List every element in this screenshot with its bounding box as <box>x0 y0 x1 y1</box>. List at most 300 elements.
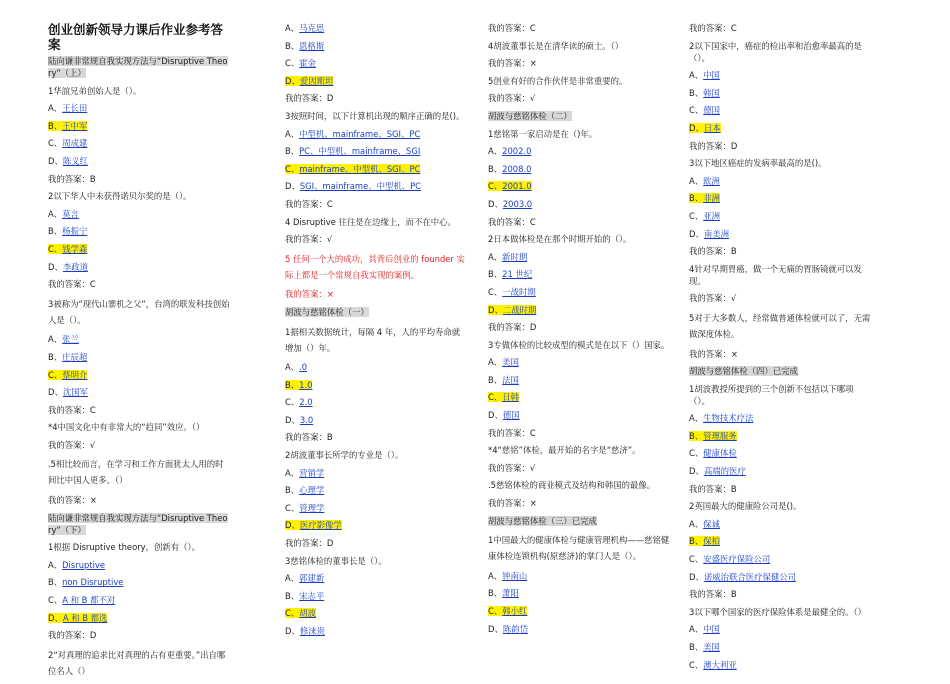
option-body <box>285 146 420 156</box>
my-answer <box>48 629 230 641</box>
correct-option-highlight <box>285 76 333 86</box>
answer-option <box>488 623 670 635</box>
correct-option-highlight <box>689 193 720 203</box>
option-link[interactable]: 王长田 <box>62 103 88 114</box>
option-link[interactable]: 欧洲 <box>703 175 720 186</box>
option-letter: C、 <box>285 608 300 619</box>
answer-option <box>285 40 467 52</box>
answer-option <box>488 163 670 175</box>
option-link[interactable]: 杨振宁 <box>62 226 88 237</box>
option-body <box>48 577 123 587</box>
option-letter: D、 <box>689 571 704 582</box>
my-answer-text: 我的答案：B <box>689 483 737 494</box>
option-link[interactable]: mainframe、中型机、SGI、PC <box>299 163 421 174</box>
option-body <box>48 262 88 272</box>
option-body <box>48 387 88 397</box>
question-text <box>285 324 467 356</box>
answer-option <box>285 22 467 34</box>
answer-option <box>689 571 871 583</box>
question-text <box>689 383 871 407</box>
correct-option-highlight <box>285 608 316 618</box>
option-link[interactable]: SGI、mainframe、中型机、PC <box>299 181 422 192</box>
option-body <box>48 595 115 605</box>
my-answer-text: 我的答案：D <box>285 538 334 549</box>
option-body <box>689 448 737 458</box>
answer-option <box>285 519 467 531</box>
option-link[interactable]: 陈韵岱 <box>502 623 528 634</box>
option-letter: C、 <box>689 105 704 116</box>
question-text <box>689 157 871 169</box>
answer-option <box>689 104 871 116</box>
option-letter: C、 <box>689 659 704 670</box>
question-text <box>689 310 871 342</box>
option-body <box>689 176 720 186</box>
correct-option-highlight <box>488 305 536 315</box>
option-link[interactable]: 管理学 <box>299 502 325 513</box>
answer-option <box>285 128 467 140</box>
my-answer <box>488 462 670 474</box>
option-link[interactable]: 钱学森 <box>62 243 88 254</box>
option-letter: A、 <box>488 357 503 368</box>
my-answer-text: 我的答案：D <box>689 140 738 151</box>
option-body <box>285 58 316 68</box>
option-letter: D、 <box>48 612 63 623</box>
section-header-text: 陆向谦非常规自我实现方法与“Disruptive Theory”（下） <box>48 512 228 535</box>
answer-option <box>689 122 871 134</box>
option-link[interactable]: 诺威治联合医疗保健公司 <box>703 571 796 582</box>
option-link[interactable]: 恩格斯 <box>299 40 325 51</box>
answer-option <box>488 286 670 298</box>
my-answer <box>285 233 467 245</box>
question-text <box>48 421 230 433</box>
option-letter: B、 <box>689 642 704 652</box>
my-answer-text: 我的答案：√ <box>488 462 536 473</box>
answer-option <box>48 155 230 167</box>
option-body <box>689 466 746 476</box>
my-answer <box>48 494 230 506</box>
question-text <box>488 128 670 140</box>
answer-option <box>285 75 467 87</box>
answer-option <box>285 467 467 479</box>
option-link[interactable]: 钟南山 <box>502 570 528 581</box>
option-body <box>689 413 753 423</box>
answer-option <box>285 361 467 373</box>
my-answer-text: 我的答案：D <box>285 93 334 104</box>
option-link[interactable]: 非洲 <box>703 193 720 204</box>
my-answer <box>689 292 871 304</box>
answer-option <box>689 69 871 81</box>
answer-option <box>689 412 871 424</box>
answer-option <box>48 369 230 381</box>
answer-option <box>488 570 670 582</box>
option-body <box>488 287 536 297</box>
option-letter: C、 <box>285 58 300 69</box>
my-answer-text: 我的答案：√ <box>488 93 536 104</box>
option-body <box>285 129 420 139</box>
answer-option <box>689 659 871 671</box>
my-answer-text: 我的答案：C <box>48 404 96 415</box>
option-letter: B、 <box>48 226 63 237</box>
column-1 <box>48 22 230 684</box>
my-answer <box>689 245 871 257</box>
my-answer-text: 我的答案：√ <box>285 234 333 245</box>
option-body <box>488 199 532 209</box>
option-letter: D、 <box>488 304 503 315</box>
question-text <box>488 339 670 351</box>
option-body <box>285 485 324 495</box>
option-body <box>48 352 87 362</box>
answer-option <box>48 351 230 363</box>
option-link[interactable]: 德国 <box>502 410 520 421</box>
answer-option <box>285 590 467 602</box>
correct-option-highlight <box>689 536 720 546</box>
my-answer <box>689 140 871 152</box>
option-link[interactable]: 蔡明介 <box>62 369 88 380</box>
answer-option <box>285 572 467 584</box>
answer-option <box>285 625 467 637</box>
option-letter: B、 <box>488 374 503 385</box>
answer-option <box>48 386 230 398</box>
question-text <box>488 479 670 491</box>
option-letter: C、 <box>285 502 300 513</box>
option-link[interactable]: 日韩 <box>502 392 519 403</box>
option-link[interactable]: 马克思 <box>299 23 325 33</box>
question-text <box>48 296 230 328</box>
answer-option <box>689 641 871 653</box>
column-3 <box>488 22 670 640</box>
option-letter: A、 <box>285 573 300 584</box>
option-link[interactable]: 3.0 <box>299 414 314 425</box>
option-link[interactable]: 周成建 <box>62 138 88 149</box>
option-link[interactable]: 郭建新 <box>299 573 325 584</box>
section-header <box>48 512 230 536</box>
section-header-text: 胡波与慈铭体检（三）已完成 <box>488 515 597 526</box>
question-text <box>285 555 467 567</box>
option-link[interactable]: 胡波 <box>299 608 316 619</box>
option-link[interactable]: 一战时期 <box>502 286 536 297</box>
option-letter: B、 <box>689 87 704 98</box>
question-body: 2日本做体检是在那个时期开始的（）。 <box>488 234 632 245</box>
correct-option-highlight <box>48 370 87 380</box>
option-link[interactable]: 新时期 <box>502 251 528 262</box>
answer-option <box>689 175 871 187</box>
option-link[interactable]: 韩小红 <box>502 606 528 616</box>
option-body <box>488 375 519 385</box>
option-letter: D、 <box>285 626 300 636</box>
question-body: 3被称为“现代山寨机之父”，台湾的联发科技创始人是（）。 <box>48 298 230 325</box>
option-letter: A、 <box>48 559 63 570</box>
option-letter: B、 <box>48 351 63 362</box>
my-answer <box>488 57 670 69</box>
option-link[interactable]: 南美洲 <box>703 228 729 239</box>
answer-option <box>48 137 230 149</box>
question-body: 2英国最大的健康险公司是()。 <box>689 501 802 512</box>
option-link[interactable]: 修涞贵 <box>299 626 325 636</box>
option-link[interactable]: 健康体检 <box>703 448 737 459</box>
option-link[interactable]: 萧阳 <box>502 588 519 599</box>
question-body: 1根据 Disruptive theory，创新有（）。 <box>48 542 201 553</box>
my-answer <box>48 173 230 185</box>
option-letter: A、 <box>285 362 300 373</box>
option-link[interactable]: 美国 <box>502 357 519 368</box>
option-link[interactable]: 安盛医疗保险公司 <box>703 554 771 565</box>
option-letter: A、 <box>285 467 300 478</box>
option-link[interactable]: 营销学 <box>299 467 325 478</box>
option-letter: A、 <box>488 570 503 581</box>
option-link[interactable]: 二战时期 <box>502 304 537 315</box>
option-body <box>488 571 527 581</box>
question-text <box>689 263 871 287</box>
question-text <box>488 444 670 456</box>
question-text <box>689 500 871 512</box>
my-answer-text: 我的答案：C <box>48 279 96 290</box>
option-body <box>689 642 720 652</box>
question-body: 5对于大多数人，经常做普通体检就可以了，无需做深度体检。 <box>689 312 871 339</box>
my-answer-text: 我的答案：C <box>689 23 737 33</box>
my-answer <box>285 288 467 300</box>
option-link[interactable]: 韩国 <box>703 87 720 98</box>
option-link[interactable]: 李政道 <box>62 261 88 272</box>
answer-option <box>48 594 230 606</box>
option-letter: A、 <box>48 103 63 114</box>
option-letter: A、 <box>48 334 63 345</box>
option-link[interactable]: 生物技术疗法 <box>703 413 754 424</box>
option-link[interactable]: Disruptive <box>62 559 106 570</box>
option-link[interactable]: 王中军 <box>62 120 88 131</box>
correct-option-highlight <box>48 613 107 623</box>
option-letter: B、 <box>488 588 503 599</box>
option-link[interactable]: 美国 <box>703 642 720 652</box>
my-answer <box>488 321 670 333</box>
section-header <box>488 110 670 122</box>
option-letter: A、 <box>689 70 704 81</box>
answer-option <box>488 374 670 386</box>
section-header <box>689 365 871 377</box>
correct-option-highlight <box>689 431 737 441</box>
option-link[interactable]: 中型机、mainframe、SGI、PC <box>299 128 421 139</box>
option-link[interactable]: .0 <box>299 362 308 373</box>
option-link[interactable]: 德国 <box>703 105 720 116</box>
answer-option <box>488 304 670 316</box>
option-body <box>689 211 720 221</box>
answer-option <box>48 120 230 132</box>
option-letter: A、 <box>285 128 300 139</box>
option-link[interactable]: 宋志平 <box>299 590 325 601</box>
option-body <box>488 252 527 262</box>
question-body: 2以下国家中，癌症的检出率和治愈率最高的是（）。 <box>689 40 862 63</box>
option-link[interactable]: 法国 <box>502 374 519 385</box>
option-letter: C、 <box>48 243 63 254</box>
option-link[interactable]: PC、中型机、mainframe、SGI <box>299 146 421 157</box>
correct-option-highlight <box>285 380 312 390</box>
option-link[interactable]: 保柏 <box>703 536 720 547</box>
my-answer <box>689 348 871 360</box>
my-answer <box>285 198 467 210</box>
question-text <box>285 449 467 461</box>
option-body <box>488 588 519 598</box>
answer-option <box>285 414 467 426</box>
option-link[interactable]: 爱因斯坦 <box>299 75 334 86</box>
option-link[interactable]: 霍金 <box>299 58 316 69</box>
option-link[interactable]: 保诚 <box>703 518 720 529</box>
correct-option-highlight <box>689 123 721 133</box>
question-text <box>285 216 467 228</box>
question-body: 2胡波董事长所学的专业是（）。 <box>285 450 404 461</box>
question-text <box>488 233 670 245</box>
answer-option <box>285 163 467 175</box>
my-answer-text: 我的答案：B <box>285 432 333 443</box>
correct-option-highlight <box>488 606 527 616</box>
option-letter: C、 <box>285 397 300 408</box>
option-letter: C、 <box>689 210 704 221</box>
option-letter: A、 <box>689 518 704 529</box>
option-body <box>48 226 87 236</box>
correct-option-highlight <box>285 164 420 174</box>
option-letter: D、 <box>285 414 300 425</box>
my-answer-text: 我的答案：C <box>488 23 536 33</box>
answer-option <box>285 607 467 619</box>
option-link[interactable]: 高端的医疗 <box>703 466 746 477</box>
page-title: 创业创新领导力课后作业参考答案 <box>48 22 224 52</box>
option-link[interactable]: 2001.0 <box>502 181 532 192</box>
option-body <box>285 415 313 425</box>
option-body <box>48 138 87 148</box>
my-answer-text: 我的答案：√ <box>689 293 737 304</box>
option-link[interactable]: 陈义红 <box>62 155 88 166</box>
question-body: 3以下哪个国家的医疗保险体系是最健全的。（） <box>689 606 867 617</box>
option-letter: B、 <box>285 590 300 601</box>
option-letter: A、 <box>488 251 503 262</box>
option-letter: D、 <box>488 623 503 634</box>
option-letter: D、 <box>689 466 704 477</box>
option-letter: C、 <box>488 606 503 616</box>
option-link[interactable]: 2.0 <box>299 397 313 408</box>
answer-option <box>488 145 670 157</box>
answer-option <box>285 484 467 496</box>
my-answer <box>488 22 670 34</box>
option-link[interactable]: 沈国军 <box>62 387 88 398</box>
option-body <box>488 357 519 367</box>
option-link[interactable]: 心理学 <box>299 485 325 496</box>
option-body <box>48 334 79 344</box>
option-letter: C、 <box>689 554 704 565</box>
option-link[interactable]: 中国 <box>703 70 720 81</box>
correct-option-highlight <box>488 181 532 191</box>
option-body <box>285 503 324 513</box>
question-body: 3按照时间，以下计算机出现的顺序正确的是()。 <box>285 110 465 121</box>
answer-option <box>689 87 871 99</box>
question-text <box>488 532 670 564</box>
option-body <box>285 181 421 191</box>
answer-option <box>285 502 467 514</box>
section-header <box>48 55 230 79</box>
section-header-text: 胡波与慈铭体检（二） <box>488 110 572 121</box>
answer-option <box>48 243 230 255</box>
answer-option <box>48 261 230 273</box>
option-letter: B、 <box>488 163 503 174</box>
answer-option <box>689 518 871 530</box>
answer-option <box>689 553 871 565</box>
correct-option-highlight <box>48 121 87 131</box>
question-body: 3专做体检的比较成型的模式是在以下（）国家。 <box>488 339 670 350</box>
option-link[interactable]: 庄辰超 <box>62 351 88 362</box>
answer-option <box>488 268 670 280</box>
question-body: 5 任何一个大的成功，其背后创业的 founder 实际上都是一个常规自我实现的案例。 <box>285 253 465 280</box>
option-body <box>285 41 324 51</box>
option-letter: B、 <box>285 40 300 51</box>
option-body <box>488 410 520 420</box>
answer-option <box>285 145 467 157</box>
question-text <box>689 606 871 618</box>
option-letter: D、 <box>285 75 300 86</box>
question-body: 3以下地区癌症的发病率最高的是()。 <box>689 158 827 169</box>
answer-option <box>488 251 670 263</box>
option-link[interactable]: 澳大利亚 <box>703 659 737 670</box>
question-body: 4针对早期胃癌，做一个无痛的胃肠镜就可以发现。 <box>689 263 862 286</box>
correct-option-highlight <box>488 392 519 402</box>
option-link[interactable]: 中国 <box>703 624 720 635</box>
option-letter: D、 <box>285 520 300 531</box>
answer-option <box>285 379 467 391</box>
my-answer-text: 我的答案：× <box>488 58 537 69</box>
option-link[interactable]: 1.0 <box>299 379 313 390</box>
question-body: .5相比较而言，在学习和工作方面犹太人用的时间比中国人更多。（） <box>48 459 224 486</box>
answer-option <box>48 225 230 237</box>
option-link[interactable]: 2008.0 <box>502 163 532 174</box>
question-body: 2以下华人中未获得诺贝尔奖的是（）。 <box>48 191 192 202</box>
answer-option <box>285 396 467 408</box>
answer-option <box>689 447 871 459</box>
answer-option <box>689 430 871 442</box>
option-link[interactable]: A 和 B 都选 <box>62 612 108 623</box>
option-body <box>285 591 324 601</box>
option-link[interactable]: 亚洲 <box>703 210 720 221</box>
option-letter: C、 <box>48 595 63 606</box>
question-body: 4 Disruptive 往往是在边缘上，而不在中心。 <box>285 216 456 227</box>
question-text <box>48 541 230 553</box>
option-link[interactable]: 医疗影像学 <box>299 520 342 531</box>
option-link[interactable]: 2002.0 <box>502 146 532 157</box>
column-2 <box>285 22 467 643</box>
my-answer <box>488 427 670 439</box>
option-link[interactable]: 张兰 <box>62 334 79 345</box>
my-answer-text: 我的答案：√ <box>48 439 96 450</box>
question-body: 1中国最大的健康体检与健康管理机构——慈铭健康体检连锁机构(原慈济)的掌门人是（）。 <box>488 535 670 562</box>
option-link[interactable]: 管理服务 <box>703 430 737 441</box>
option-letter: C、 <box>48 138 63 149</box>
option-letter: A、 <box>488 146 503 157</box>
option-link[interactable]: 21 世纪 <box>502 269 533 280</box>
answer-option <box>689 192 871 204</box>
option-body <box>488 164 531 174</box>
my-answer-text: 我的答案：C <box>488 216 536 227</box>
option-link[interactable]: non Disruptive <box>62 577 124 588</box>
option-body <box>488 269 532 279</box>
my-answer <box>488 497 670 509</box>
option-body <box>285 23 324 33</box>
option-link[interactable]: 莫言 <box>62 208 79 219</box>
option-letter: C、 <box>488 286 503 297</box>
question-body: 4胡波董事长是在清华读的硕士。（） <box>488 40 624 51</box>
option-link[interactable]: 2003.0 <box>502 198 533 209</box>
question-text <box>48 190 230 202</box>
option-body <box>285 397 313 407</box>
option-body <box>285 573 324 583</box>
option-letter: B、 <box>285 379 300 390</box>
option-link[interactable]: A 和 B 都不对 <box>62 595 116 606</box>
option-link[interactable]: 日本 <box>703 122 721 133</box>
option-letter: B、 <box>285 485 300 496</box>
